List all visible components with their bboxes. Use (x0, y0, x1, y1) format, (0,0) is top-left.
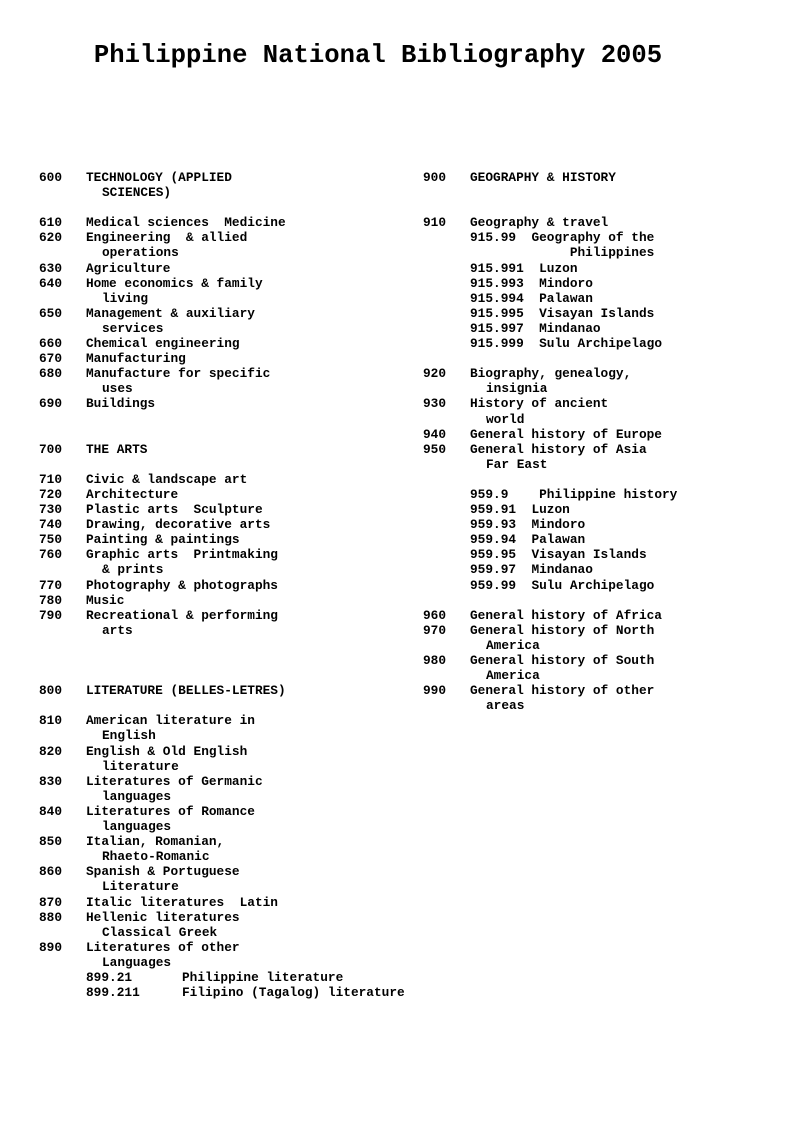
class-label-line: TECHNOLOGY (APPLIED (86, 170, 232, 185)
subclass-separator (524, 336, 539, 351)
class-code: 710 (39, 471, 63, 487)
subclass-code: 899.21 (86, 969, 133, 985)
class-label (86, 940, 419, 970)
class-code: 630 (39, 260, 63, 276)
subclass-label (531, 230, 654, 260)
subclass-label (539, 321, 600, 336)
class-label-line: Geography & travel (470, 215, 609, 231)
subclass-label-line: Mindoro (539, 275, 593, 291)
classification-entry (423, 427, 793, 442)
class-code: 890 (39, 939, 63, 955)
class-label-line: Languages (102, 954, 172, 970)
class-code: 610 (39, 215, 63, 231)
class-label-line: living (102, 290, 149, 306)
page-title: Philippine National Bibliography 2005 (93, 41, 663, 70)
class-label-line: Literature (102, 879, 179, 895)
class-label (86, 276, 419, 306)
subclass-label (539, 276, 593, 291)
class-label-line: Buildings (86, 396, 156, 412)
class-label (86, 532, 419, 547)
classification-entry (39, 578, 419, 593)
spacer (39, 412, 419, 427)
class-code: 830 (39, 773, 63, 789)
class-label-line: American literature in (86, 713, 255, 729)
class-label-line: English (102, 728, 156, 744)
subclass-label: Philippine literature (182, 969, 344, 985)
class-label-line: Medical sciences Medicine (86, 215, 286, 231)
class-label (470, 623, 793, 653)
class-label (86, 261, 419, 276)
class-label-line: Spanish & Portuguese (86, 864, 240, 880)
classification-entry (39, 396, 419, 411)
subclass-label: Filipino (Tagalog) literature (182, 985, 405, 1001)
subclass-entry (423, 336, 793, 351)
classification-entry (39, 336, 419, 351)
class-code: 790 (39, 607, 63, 623)
subclass-label-line: Mindanao (539, 320, 601, 336)
classification-entry (39, 230, 419, 260)
subclass-code: 959.93 (470, 517, 517, 533)
class-label-line: Chemical engineering (86, 336, 240, 352)
class-label-line: arts (102, 622, 133, 638)
subclass-separator (524, 291, 539, 306)
classification-entry (39, 170, 419, 200)
class-label-line: General history of Africa (470, 607, 662, 623)
class-label (86, 744, 419, 774)
subclass-code: 915.993 (470, 275, 524, 291)
subclass-code: 915.997 (470, 320, 524, 336)
class-code: 620 (39, 230, 63, 246)
subclass-label-line: Visayan Islands (531, 547, 647, 563)
class-code: 690 (39, 396, 63, 412)
class-code: 980 (423, 653, 447, 668)
subclass-separator (508, 487, 539, 502)
classification-entry (39, 940, 419, 970)
subclass-entry (423, 562, 793, 577)
class-label-line: THE ARTS (86, 441, 148, 457)
classification-entry (423, 366, 793, 396)
subclass-code: 915.991 (470, 260, 524, 276)
classification-entry (39, 895, 419, 910)
class-label-line: Plastic arts Sculpture (86, 502, 263, 518)
class-label (86, 774, 419, 804)
class-code: 720 (39, 486, 63, 502)
class-label-line: General history of Asia (470, 441, 647, 457)
class-label (470, 608, 793, 623)
class-label-line: Architecture (86, 486, 179, 502)
subclass-entry (423, 276, 793, 291)
classification-entry (39, 713, 419, 743)
class-label (470, 653, 793, 683)
classification-entry (39, 306, 419, 336)
subclass-code: 959.97 (470, 562, 517, 578)
subclass-label-line: Sulu Archipelago (539, 336, 662, 352)
classification-entry (39, 910, 419, 940)
class-code: 650 (39, 305, 63, 321)
subclass-label-line: Palawan (531, 532, 586, 548)
spacer (39, 698, 419, 713)
classification-entry (423, 683, 793, 713)
class-code: 910 (423, 215, 447, 231)
class-label (470, 683, 793, 713)
subclass-entry (423, 230, 793, 260)
subclass-entry (39, 985, 419, 1000)
classification-entry (39, 804, 419, 834)
class-code: 750 (39, 532, 63, 548)
class-label-line: Civic & landscape art (86, 471, 248, 487)
class-code: 930 (423, 396, 447, 412)
class-label-line: Management & auxiliary (86, 305, 255, 321)
classification-entry (39, 366, 419, 396)
class-code: 680 (39, 366, 63, 382)
classification-entry (39, 593, 419, 608)
class-label-line: Literatures of Germanic (86, 773, 263, 789)
class-code: 740 (39, 517, 63, 533)
class-label (470, 366, 793, 396)
class-label-line: Far East (486, 456, 548, 472)
classification-entry (39, 683, 419, 698)
classification-entry (39, 472, 419, 487)
class-code: 640 (39, 275, 63, 291)
subclass-label (531, 532, 585, 547)
classification-entry (423, 442, 793, 472)
class-label-line: Hellenic literatures (86, 909, 240, 925)
subclass-code: 899.211 (86, 985, 140, 1001)
spacer (39, 200, 419, 215)
subclass-label-line: Visayan Islands (539, 305, 655, 321)
class-label-line: General history of other (470, 683, 655, 699)
subclass-label-line: Philippine history (539, 486, 678, 502)
class-code: 940 (423, 426, 447, 442)
class-label-line: Agriculture (86, 260, 171, 276)
subclass-separator (516, 532, 531, 547)
class-label-line: English & Old English (86, 743, 248, 759)
subclass-label-line: Mindoro (531, 517, 586, 533)
spacer (423, 472, 793, 487)
subclass-entry (423, 291, 793, 306)
class-label (86, 608, 419, 638)
class-label (86, 487, 419, 502)
class-label-line: Italic literatures Latin (86, 894, 278, 910)
spacer (423, 185, 793, 200)
class-label-line: Manufacturing (86, 351, 186, 367)
subclass-entry (423, 517, 793, 532)
subclass-code: 915.99 (470, 230, 517, 246)
subclass-code: 959.91 (470, 502, 517, 518)
spacer (423, 200, 793, 215)
class-label-line: History of ancient (470, 396, 609, 412)
class-label (86, 351, 419, 366)
classification-entry (39, 502, 419, 517)
class-code: 760 (39, 547, 63, 563)
class-code: 920 (423, 366, 447, 382)
subclass-label-line: Luzon (531, 502, 570, 518)
subclass-separator (524, 321, 539, 336)
classification-entry (39, 351, 419, 366)
classification-entry (39, 517, 419, 532)
subclass-separator (516, 547, 531, 562)
subclass-label-line: Philippines (569, 245, 655, 261)
class-code: 900 (423, 170, 447, 185)
class-code: 730 (39, 502, 63, 518)
class-label-line: Painting & paintings (86, 532, 240, 548)
class-code: 700 (39, 441, 63, 457)
subclass-separator (524, 306, 539, 321)
classification-entry (39, 834, 419, 864)
class-code: 870 (39, 894, 63, 910)
class-label-line: Literatures of Romance (86, 803, 255, 819)
class-label (86, 517, 419, 532)
class-label-line: & prints (102, 562, 164, 578)
subclass-code: 959.99 (470, 577, 517, 593)
class-label (86, 834, 419, 864)
class-label-line: languages (102, 819, 172, 835)
class-label-line: America (486, 637, 540, 653)
subclass-label (539, 306, 654, 321)
class-label (86, 170, 419, 200)
class-label-line: areas (486, 698, 525, 714)
subclass-separator (524, 276, 539, 291)
subclass-label (531, 502, 569, 517)
subclass-separator (516, 517, 531, 532)
spacer (423, 351, 793, 366)
subclass-entry (423, 578, 793, 593)
class-label-line: SCIENCES) (102, 185, 172, 201)
class-code: 860 (39, 864, 63, 880)
class-label-line: Recreational & performing (86, 607, 278, 623)
classification-entry (39, 487, 419, 502)
class-label (86, 230, 419, 260)
class-code: 820 (39, 743, 63, 759)
class-label (86, 547, 419, 577)
spacer (39, 668, 419, 683)
class-label-line: Literatures of other (86, 939, 240, 955)
class-label-line: General history of North (470, 622, 655, 638)
class-label-line: General history of Europe (470, 426, 662, 442)
subclass-entry (423, 532, 793, 547)
classification-entry (39, 608, 419, 638)
class-code: 780 (39, 592, 63, 608)
class-label-line: Photography & photographs (86, 577, 278, 593)
subclass-code: 959.95 (470, 547, 517, 563)
subclass-code: 915.994 (470, 290, 524, 306)
left-column (39, 170, 419, 1000)
class-label (86, 336, 419, 351)
class-label (86, 306, 419, 336)
class-label (86, 910, 419, 940)
class-code: 960 (423, 607, 447, 623)
classification-entry (39, 442, 419, 457)
class-label-line: LITERATURE (BELLES-LETRES) (86, 683, 286, 699)
classification-entry (423, 170, 793, 185)
class-label-line: Biography, genealogy, (470, 366, 632, 382)
subclass-code: 959.9 (470, 486, 509, 502)
classification-entry (39, 547, 419, 577)
class-label-line: Classical Greek (102, 924, 218, 940)
class-code: 770 (39, 577, 63, 593)
classification-entry (39, 276, 419, 306)
classification-entry (423, 623, 793, 653)
class-label (86, 366, 419, 396)
classification-entry (423, 608, 793, 623)
class-label (86, 804, 419, 834)
class-label (470, 170, 793, 185)
class-code: 850 (39, 834, 63, 850)
subclass-separator (516, 230, 531, 260)
subclass-label (539, 291, 593, 306)
subclass-label-line: Luzon (539, 260, 578, 276)
class-label (86, 578, 419, 593)
subclass-label-line: Palawan (539, 290, 593, 306)
class-label (470, 215, 793, 230)
class-label (86, 215, 419, 230)
class-label (86, 502, 419, 517)
subclass-label-line: Sulu Archipelago (531, 577, 655, 593)
class-label-line: Rhaeto-Romanic (102, 849, 210, 865)
class-label-line: Engineering & allied (86, 230, 248, 246)
right-column (423, 170, 793, 713)
subclass-entry (423, 306, 793, 321)
subclass-label (531, 562, 592, 577)
class-label-line: services (102, 320, 164, 336)
class-label (86, 864, 419, 894)
subclass-separator (516, 562, 531, 577)
spacer (423, 593, 793, 608)
class-code: 810 (39, 713, 63, 729)
class-code: 880 (39, 909, 63, 925)
class-code: 990 (423, 683, 447, 699)
class-label (86, 895, 419, 910)
spacer (39, 427, 419, 442)
class-label (470, 396, 793, 426)
class-label-line: Home economics & family (86, 275, 263, 291)
class-label (86, 593, 419, 608)
class-label (470, 442, 793, 472)
class-label-line: America (486, 668, 540, 684)
class-label (86, 683, 419, 698)
class-code: 950 (423, 441, 447, 457)
class-label (86, 472, 419, 487)
class-label-line: General history of South (470, 653, 655, 668)
spacer (39, 653, 419, 668)
subclass-code: 915.999 (470, 336, 524, 352)
subclass-label (531, 517, 585, 532)
class-label-line: Graphic arts Printmaking (86, 547, 278, 563)
classification-entry (39, 744, 419, 774)
subclass-label (531, 578, 654, 593)
subclass-separator (516, 502, 531, 517)
class-label (86, 713, 419, 743)
class-label-line: insignia (486, 381, 548, 397)
class-code: 600 (39, 170, 63, 185)
class-code: 800 (39, 683, 63, 699)
subclass-entry (423, 502, 793, 517)
subclass-entry (423, 321, 793, 336)
class-label-line: uses (102, 381, 133, 397)
classification-entry (39, 261, 419, 276)
class-label-line: languages (102, 788, 172, 804)
class-label-line: Italian, Romanian, (86, 834, 225, 850)
class-label (470, 427, 793, 442)
class-code: 660 (39, 336, 63, 352)
subclass-entry (423, 261, 793, 276)
subclass-label-line: Mindanao (531, 562, 593, 578)
classification-entry (39, 215, 419, 230)
subclass-separator (524, 261, 539, 276)
subclass-label (539, 261, 577, 276)
spacer (39, 638, 419, 653)
class-label-line: literature (102, 758, 179, 774)
classification-entry (423, 396, 793, 426)
class-label-line: GEOGRAPHY & HISTORY (470, 170, 616, 185)
class-label-line: world (486, 411, 525, 427)
spacer (39, 457, 419, 472)
classification-entry (423, 215, 793, 230)
subclass-label (539, 336, 662, 351)
class-label (86, 442, 419, 457)
classification-entry (39, 864, 419, 894)
classification-entry (39, 774, 419, 804)
classification-entry (39, 532, 419, 547)
subclass-code: 915.995 (470, 305, 524, 321)
class-label-line: Drawing, decorative arts (86, 517, 271, 533)
subclass-code: 959.94 (470, 532, 517, 548)
subclass-label (531, 547, 646, 562)
subclass-entry (423, 487, 793, 502)
subclass-entry (423, 547, 793, 562)
class-label-line: Music (86, 592, 125, 608)
class-code: 970 (423, 622, 447, 638)
class-label (86, 396, 419, 411)
class-code: 670 (39, 351, 63, 367)
class-label-line: Manufacture for specific (86, 366, 271, 382)
subclass-label-line: Geography of the (531, 230, 655, 246)
subclass-entry (39, 970, 419, 985)
subclass-label (539, 487, 677, 502)
class-label-line: operations (102, 245, 179, 261)
subclass-separator (516, 578, 531, 593)
class-code: 840 (39, 803, 63, 819)
classification-entry (423, 653, 793, 683)
